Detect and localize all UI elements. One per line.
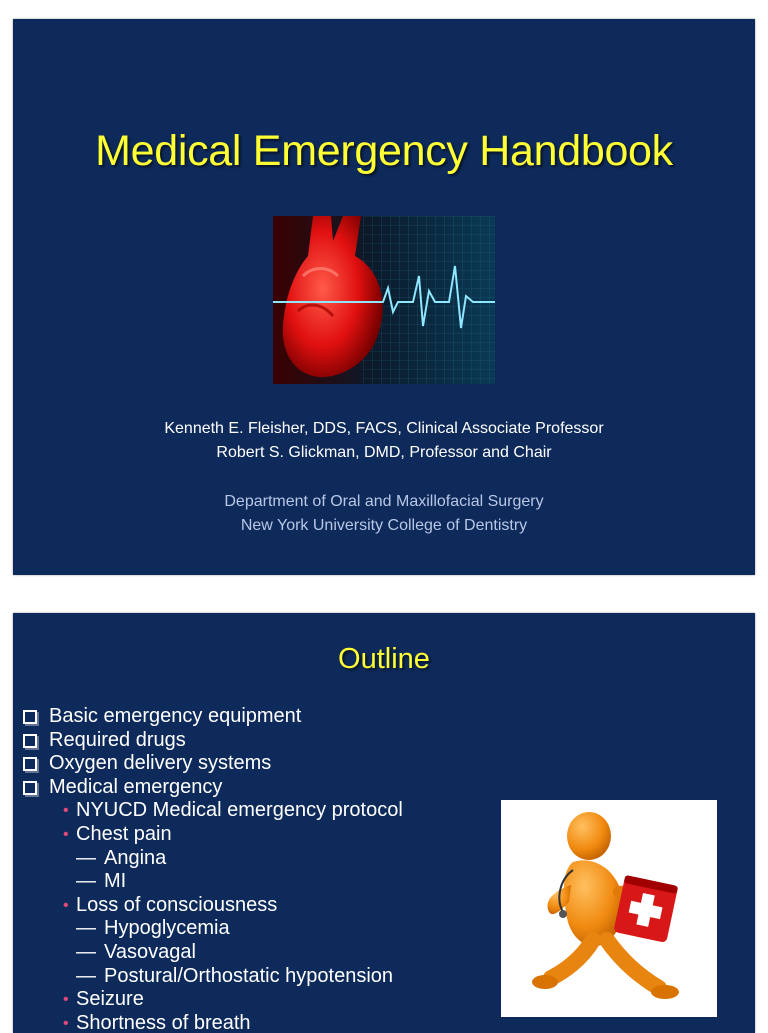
heart-ecg-image: [273, 216, 495, 384]
affiliation-line: Department of Oral and Maxillofacial Surgery: [224, 493, 544, 510]
title-slide: [13, 19, 755, 575]
list-item: Basic emergency equipment: [20, 705, 403, 729]
bullet-icon: •: [63, 1014, 69, 1032]
list-item: • Loss of consciousness: [63, 893, 278, 916]
list-item: • Seizure: [63, 988, 144, 1011]
bullet-icon: •: [63, 896, 69, 914]
list-item: Required drugs: [20, 729, 403, 753]
checkbox-bullet-icon: [23, 710, 37, 724]
dash-icon: —: [76, 870, 96, 893]
list-item: — MI: [76, 870, 127, 893]
checkbox-bullet-icon: [23, 781, 37, 795]
list-item: Medical emergency: [20, 776, 403, 800]
affiliation: [13, 490, 755, 538]
slide-title: Medical Emergency Handbook: [95, 127, 673, 175]
list-item: — Angina: [76, 846, 167, 869]
dash-icon: —: [76, 846, 96, 869]
list-item: — Vasovagal: [76, 940, 196, 963]
list-item: • NYUCD Medical emergency protocol: [63, 799, 403, 822]
outline-list: [20, 705, 403, 1033]
authors: [13, 417, 755, 465]
outline-slide: [13, 613, 755, 1033]
bullet-icon: •: [63, 802, 69, 820]
bullet-icon: •: [63, 825, 69, 843]
checkbox-bullet-icon: [23, 757, 37, 771]
list-item: • Shortness of breath: [20, 1012, 403, 1033]
bullet-icon: •: [63, 991, 69, 1009]
affiliation-line: New York University College of Dentistry: [240, 517, 528, 534]
list-item: — Postural/Orthostatic hypotension: [76, 964, 394, 987]
list-item: — Hypoglycemia: [76, 917, 230, 940]
dash-icon: —: [76, 964, 96, 987]
list-item: Oxygen delivery systems: [20, 752, 403, 776]
dash-icon: —: [76, 917, 96, 940]
author-line: Kenneth E. Fleisher, DDS, FACS, Clinical Associate Professor: [164, 420, 604, 437]
author-line: Robert S. Glickman, DMD, Professor and Chair: [216, 444, 552, 461]
list-item: • Chest pain: [63, 822, 172, 845]
running-medic-image: [501, 800, 717, 1017]
checkbox-bullet-icon: [23, 734, 37, 748]
slide-title: Outline: [338, 643, 430, 675]
dash-icon: —: [76, 940, 96, 963]
